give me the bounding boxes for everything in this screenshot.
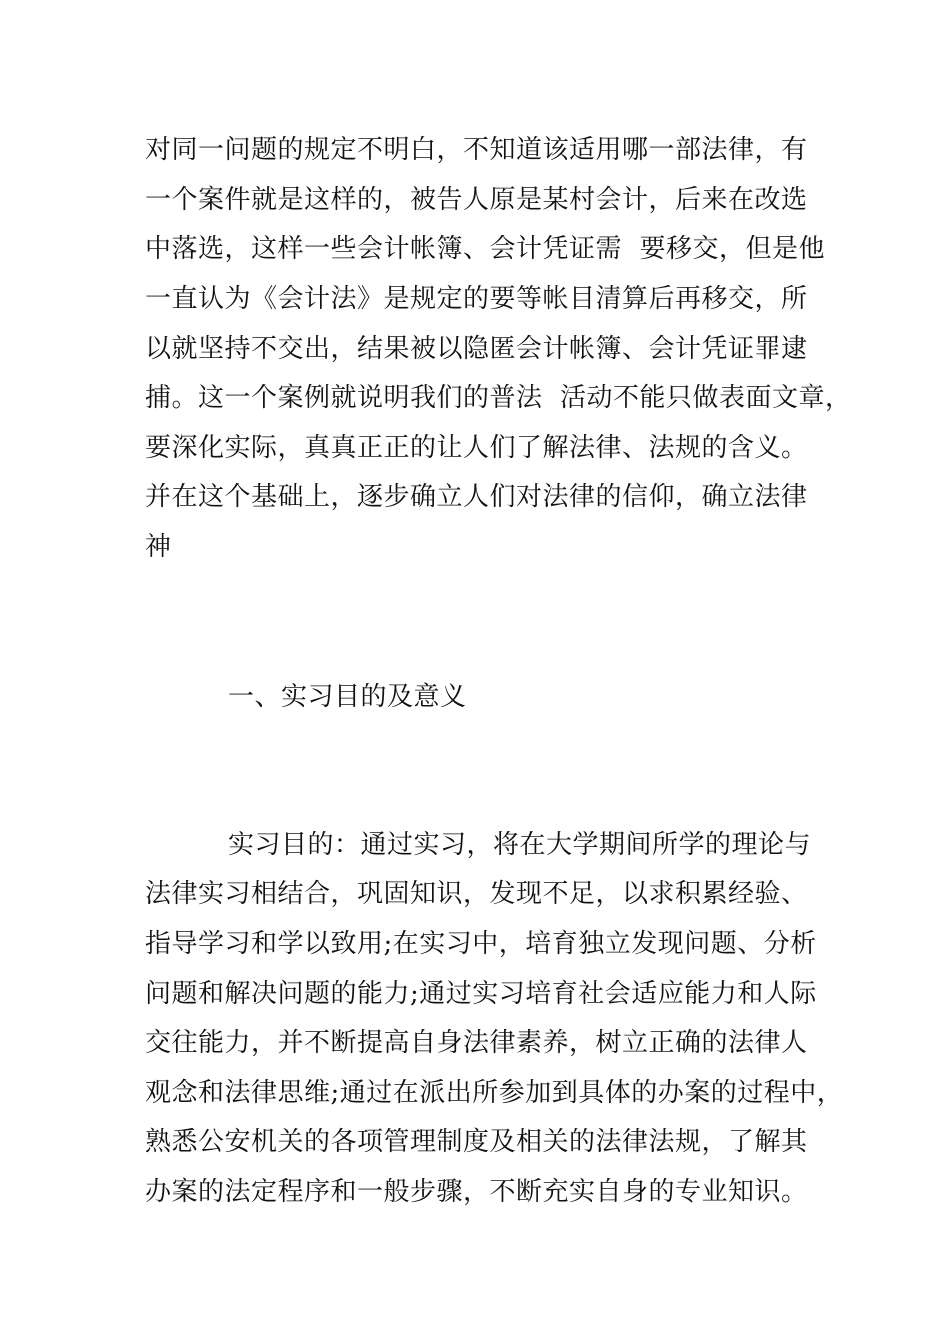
paragraph-line: 一直认为《会计法》是规定的要等帐目清算后再移交，所 [145, 284, 808, 314]
paragraph-line: 问题和解决问题的能力;通过实习培育社会适应能力和人际 [145, 979, 817, 1009]
paragraph-line: 法律实习相结合，巩固知识，发现不足，以求积累经验、 [145, 879, 808, 909]
section-heading: 一、实习目的及意义 [228, 682, 467, 712]
paragraph-line: 交往能力，并不断提高自身法律素养，树立正确的法律人 [145, 1028, 808, 1058]
paragraph-line: 观念和法律思维;通过在派出所参加到具体的办案的过程中， [145, 1078, 844, 1108]
paragraph-line: 并在这个基础上，逐步确立人们对法律的信仰，确立法律 [145, 482, 808, 512]
paragraph-line: 指导学习和学以致用;在实习中，培育独立发现问题、分析 [145, 929, 817, 959]
paragraph-line: 实习目的：通过实习，将在大学期间所学的理论与 [228, 830, 812, 860]
paragraph-line: 要深化实际，真真正正的让人们了解法律、法规的含义。 [145, 433, 808, 463]
paragraph-line: 中落选，这样一些会计帐簿、会计凭证需 要移交，但是他 [145, 234, 826, 264]
paragraph-line: 神 [145, 532, 172, 562]
paragraph-line: 办案的法定程序和一般步骤，不断充实自身的专业知识。 [145, 1177, 808, 1207]
paragraph-line: 熟悉公安机关的各项管理制度及相关的法律法规，了解其 [145, 1127, 808, 1157]
paragraph-line: 对同一问题的规定不明白，不知道该适用哪一部法律，有 [145, 135, 808, 165]
paragraph-line: 以就坚持不交出，结果被以隐匿会计帐簿、会计凭证罪逮 [145, 334, 808, 364]
paragraph-line: 捕。这一个案例就说明我们的普法 活动不能只做表面文章， [145, 383, 852, 413]
paragraph-line: 一个案件就是这样的，被告人原是某村会计，后来在改选 [145, 185, 808, 215]
